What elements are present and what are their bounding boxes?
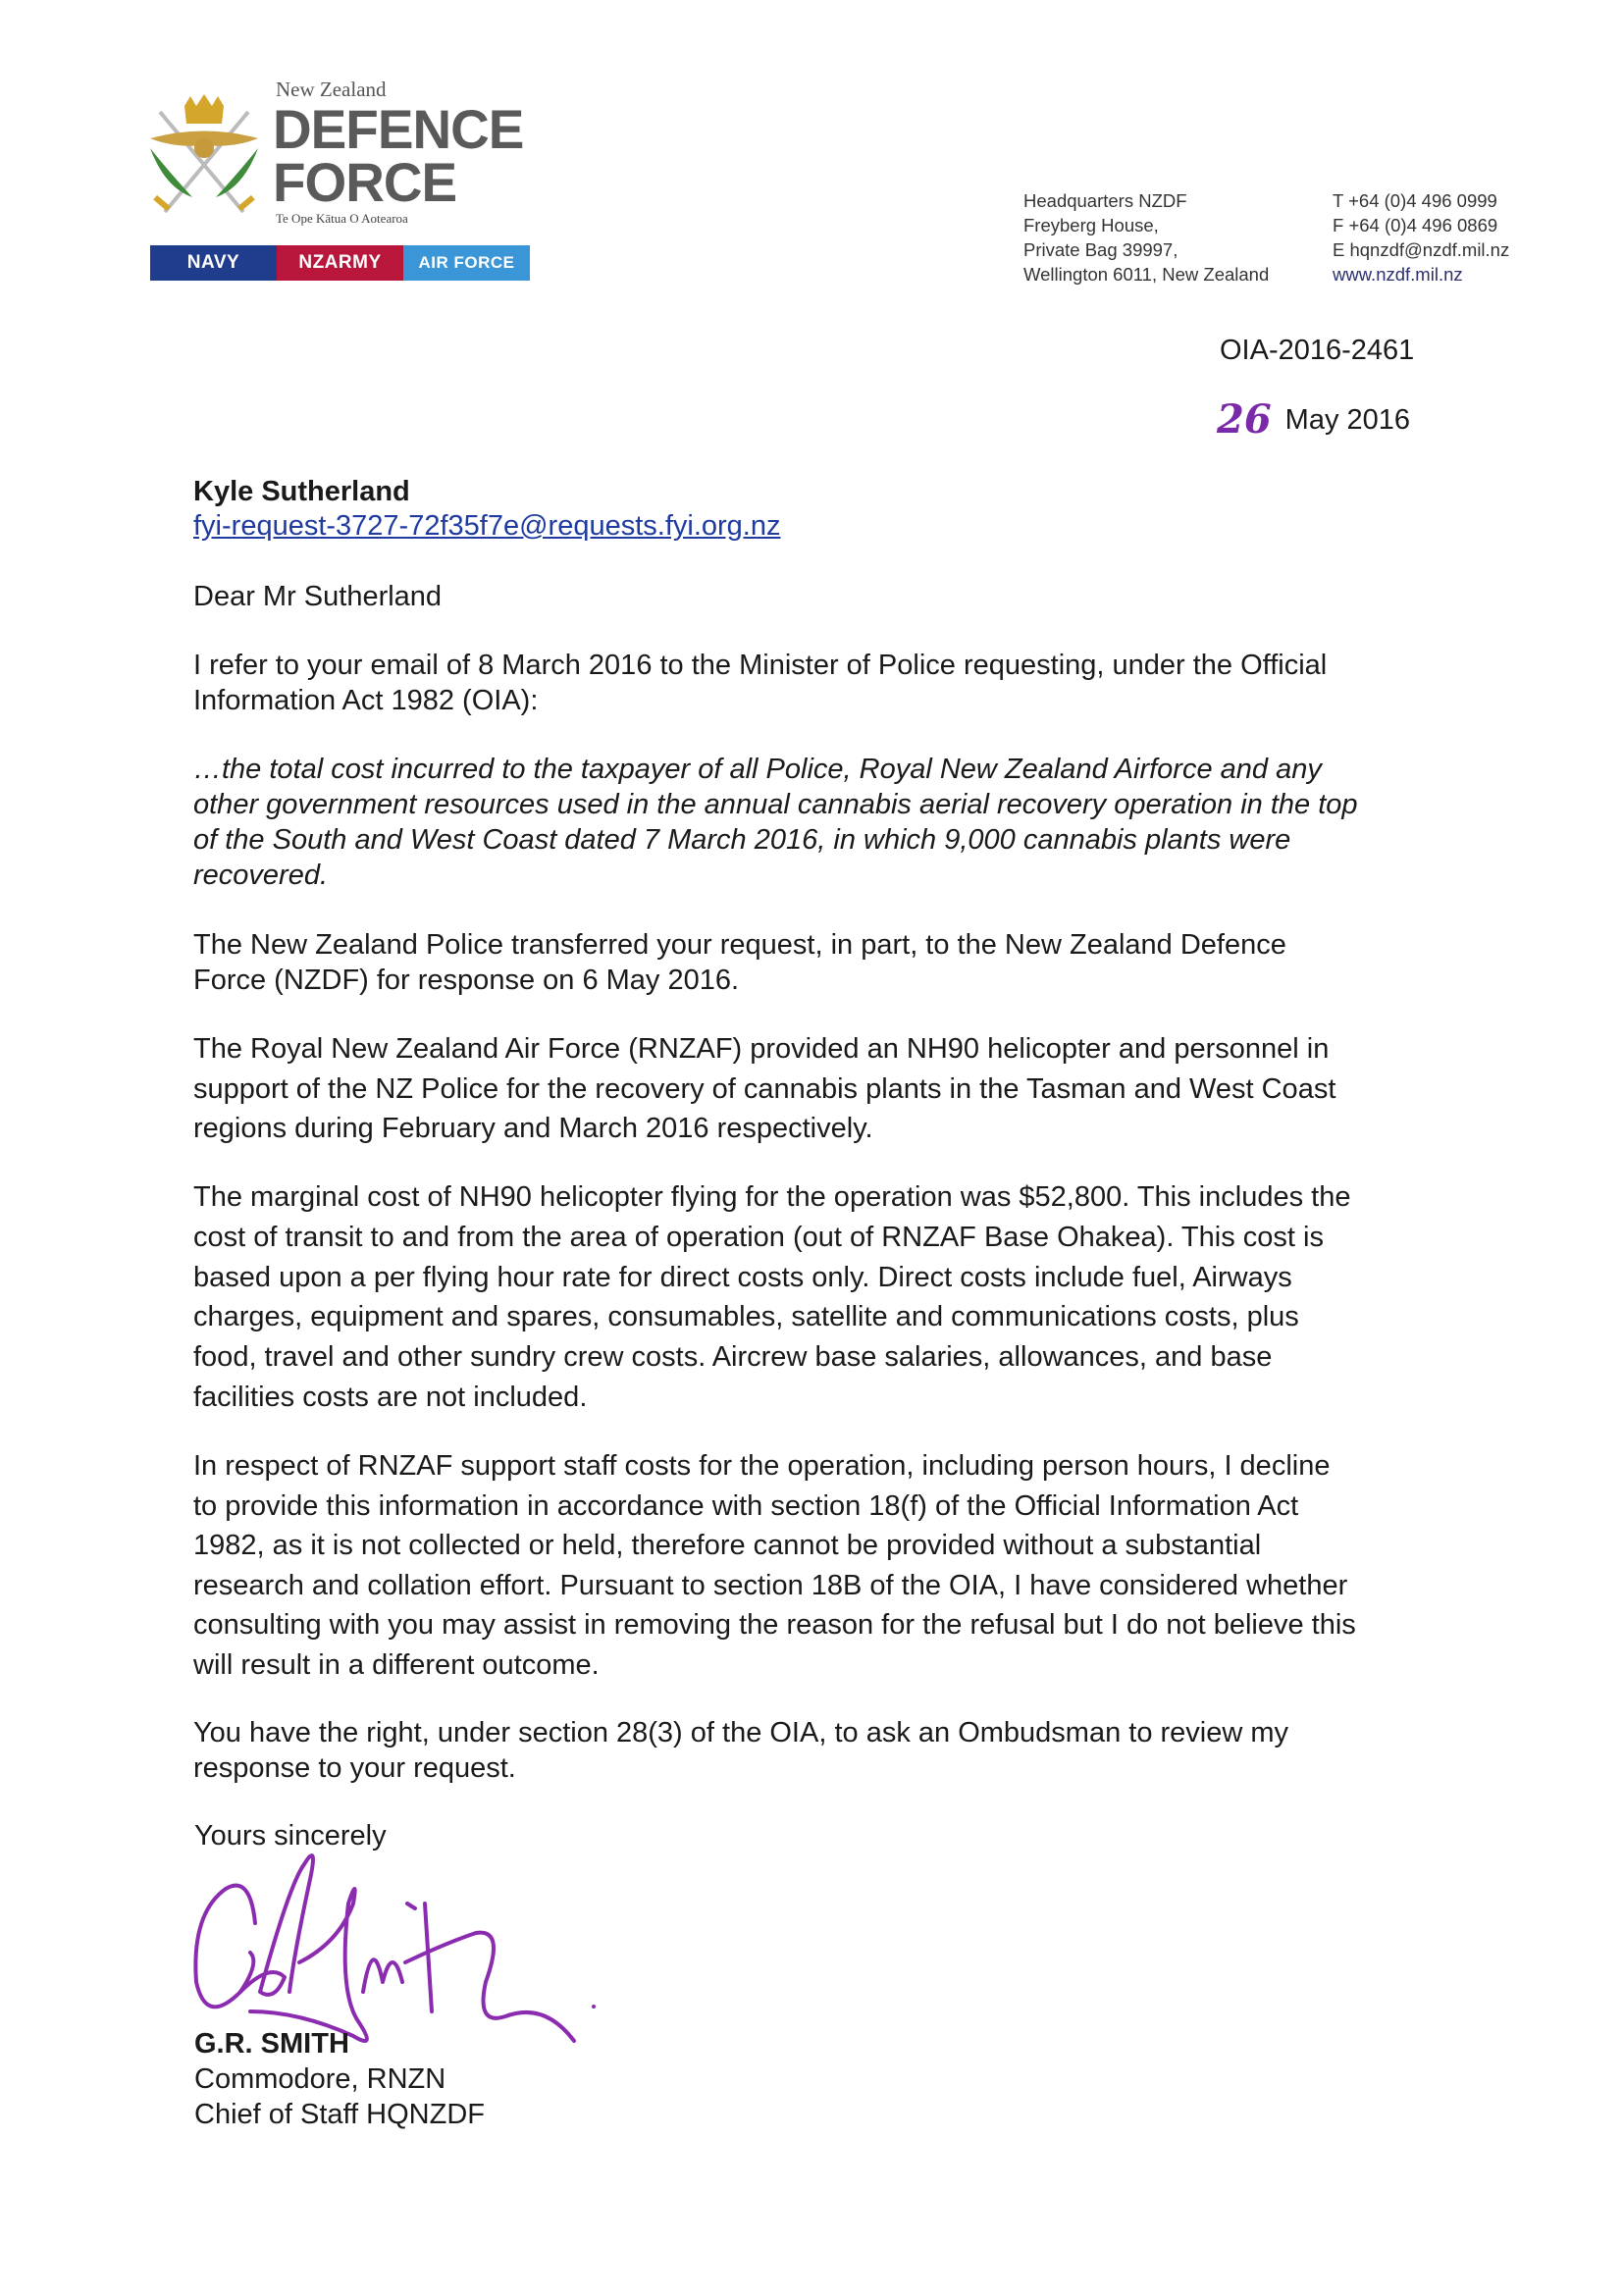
text-line: to provide this information in accordance with section 18(f) of the Official Information Act <box>193 1489 1299 1522</box>
text-line: support of the NZ Police for the recovery of cannabis plants in the Tasman and West Coast <box>193 1072 1336 1105</box>
hq-address <box>1023 188 1269 287</box>
text-line: In respect of RNZAF support staff costs for the operation, including person hours, I decline <box>193 1450 1331 1482</box>
text-line: consulting with you may assist in removing the reason for the refusal but I do not believe this <box>193 1609 1356 1642</box>
text-line: Information Act 1982 (OIA): <box>193 685 539 716</box>
text-line: response to your request. <box>193 1752 516 1784</box>
email-link[interactable]: E hqnzdf@nzdf.mil.nz <box>1333 239 1510 260</box>
reference-number: OIA-2016-2461 <box>1220 335 1415 366</box>
army-badge: NZARMY <box>277 245 403 281</box>
text-line: The Royal New Zealand Air Force (RNZAF) provided an NH90 helicopter and personnel in <box>193 1033 1330 1065</box>
logo-force: FORCE <box>273 151 457 213</box>
fax: F +64 (0)4 496 0869 <box>1333 215 1498 235</box>
paragraph-decline <box>193 1446 1356 1686</box>
recipient-name: Kyle Sutherland <box>193 476 410 507</box>
navy-badge: NAVY <box>150 245 277 281</box>
address-line: Private Bag 39997, <box>1023 239 1178 260</box>
paragraph-cost <box>193 1177 1350 1418</box>
website-link[interactable]: www.nzdf.mil.nz <box>1333 264 1463 285</box>
text-line: The New Zealand Police transferred your request, in part, to the New Zealand Defence <box>193 929 1286 961</box>
hq-contact <box>1333 188 1509 287</box>
paragraph-support <box>193 1029 1335 1149</box>
signatory-name: G.R. SMITH <box>194 2028 349 2060</box>
address-line: Freyberg House, <box>1023 215 1159 235</box>
text-line: cost of transit to and from the area of operation (out of RNZAF Base Ohakea). This cost is <box>193 1221 1324 1253</box>
signatory-title: Chief of Staff HQNZDF <box>194 2099 485 2130</box>
text-line: other government resources used in the annual cannabis aerial recovery operation in the top <box>193 789 1358 820</box>
logo-country: New Zealand <box>276 78 387 101</box>
closing: Yours sincerely <box>194 1820 387 1852</box>
paragraph-ombudsman <box>193 1715 1288 1786</box>
text-line: recovered. <box>193 860 329 891</box>
letter-date <box>1217 397 1410 443</box>
text-line: facilities costs are not included. <box>193 1381 588 1413</box>
text-line: of the South and West Coast dated 7 March 2016, in which 9,000 cannabis plants were <box>193 824 1291 856</box>
phone: T +64 (0)4 496 0999 <box>1333 190 1497 211</box>
text-line: research and collation effort. Pursuant to section 18B of the OIA, I have considered whether <box>193 1569 1348 1601</box>
address-line: Headquarters NZDF <box>1023 190 1187 211</box>
date-month-year: May 2016 <box>1284 404 1411 436</box>
text-line: regions during February and March 2016 respectively. <box>193 1113 873 1145</box>
paragraph-quote <box>193 752 1358 893</box>
text-line: based upon a per flying hour rate for direct costs only. Direct costs include fuel, Airways <box>193 1261 1292 1293</box>
paragraph-request <box>193 648 1327 718</box>
logo-defence: DEFENCE <box>273 98 524 160</box>
paragraph-transfer <box>193 927 1286 998</box>
text-line: …the total cost incurred to the taxpayer of all Police, Royal New Zealand Airforce and any <box>193 754 1322 785</box>
text-line: 1982, as it is not collected or held, therefore cannot be provided without a substantial <box>193 1530 1262 1562</box>
text-line: food, travel and other sundry crew costs. Aircrew base salaries, allowances, and base <box>193 1341 1273 1374</box>
recipient-email[interactable]: fyi-request-3727-72f35f7e@requests.fyi.org.nz <box>193 510 781 542</box>
text-line: Force (NZDF) for response on 6 May 2016. <box>193 965 740 996</box>
address-line: Wellington 6011, New Zealand <box>1023 264 1270 285</box>
signatory-rank: Commodore, RNZN <box>194 2063 446 2095</box>
airforce-badge: AIR FORCE <box>403 245 530 281</box>
salutation: Dear Mr Sutherland <box>193 581 443 612</box>
text-line: will result in a different outcome. <box>193 1648 600 1681</box>
text-line: The marginal cost of NH90 helicopter flying for the operation was $52,800. This includes the <box>193 1181 1351 1213</box>
handwritten-day: 26 <box>1217 396 1272 443</box>
signature-block <box>194 2026 485 2132</box>
text-line: I refer to your email of 8 March 2016 to the Minister of Police requesting, under the Official <box>193 650 1328 681</box>
text-line: charges, equipment and spares, consumables, satellite and communications costs, plus <box>193 1301 1299 1333</box>
crest-icon <box>145 94 263 222</box>
signature-icon <box>182 1845 613 2051</box>
text-line: You have the right, under section 28(3) of the OIA, to ask an Ombudsman to review my <box>193 1717 1289 1748</box>
logo-tagline: Te Ope Kātua O Aotearoa <box>276 211 408 226</box>
